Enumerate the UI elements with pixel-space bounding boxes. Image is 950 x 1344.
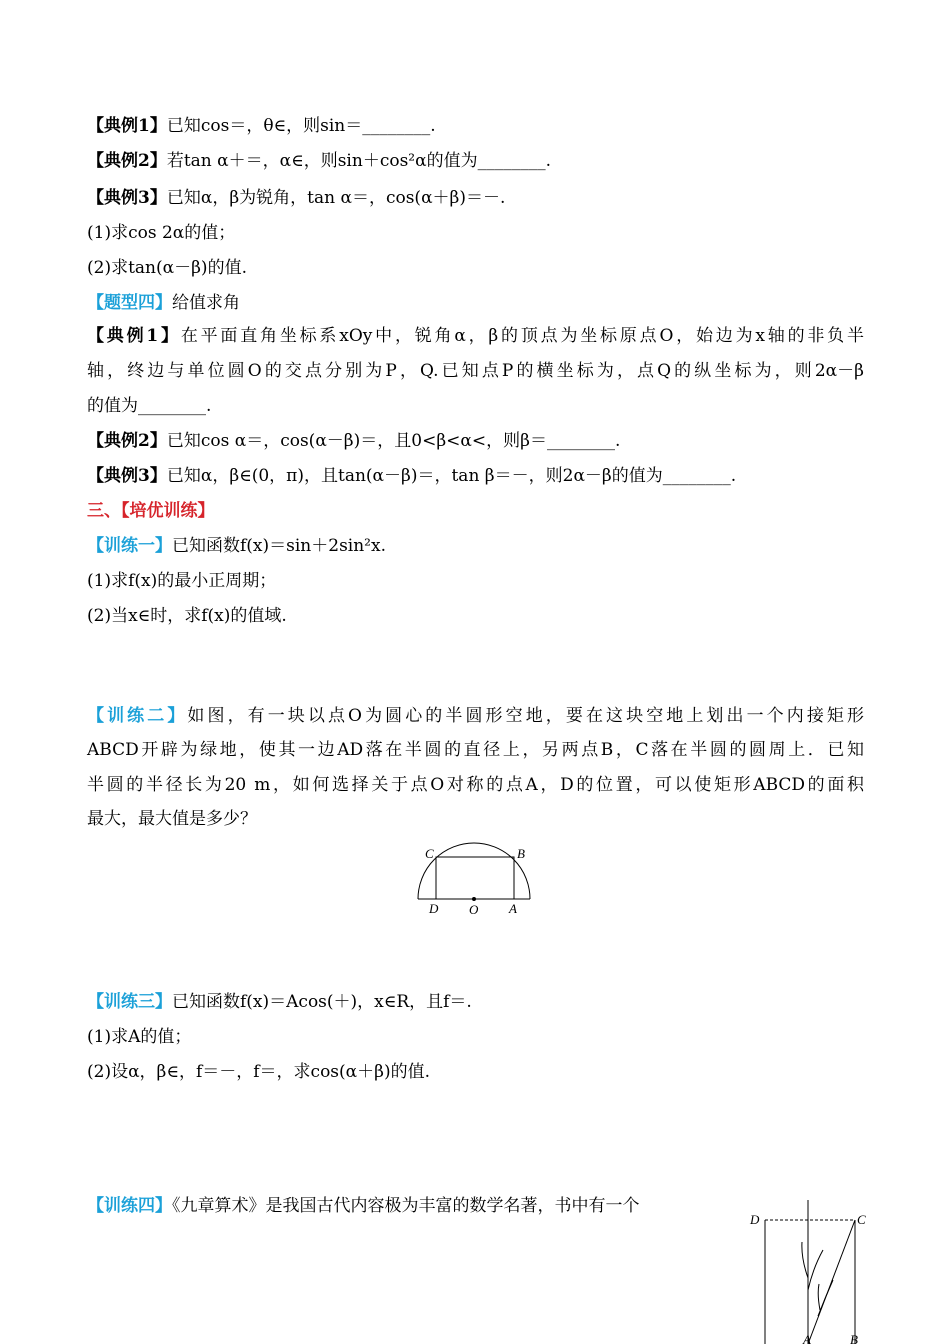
type4-ex3 <box>87 464 736 488</box>
label-O: O <box>469 902 479 917</box>
example-label: 【典例3】 <box>87 466 167 486</box>
example-text: 若tan α＋＝，α∈，则sin＋cos²α的值为________. <box>166 151 551 171</box>
training-3-q1: (1)求A的值； <box>87 1027 192 1047</box>
training-2-line1 <box>87 704 864 728</box>
reed-stem-slanted <box>808 1220 855 1344</box>
label-C: C <box>425 846 434 861</box>
training-2-line3: 半圆的半径长为20 m，如何选择关于点O对称的点A，D的位置，可以使矩形ABCD的面积 <box>87 775 864 795</box>
training-label: 【训练四】 <box>87 1196 172 1216</box>
example-text: 已知α，β∈(0，π)，且tan(α－β)＝，tan β＝－，则2α－β的值为________. <box>166 466 737 486</box>
training-1-q1: (1)求f(x)的最小正周期； <box>87 571 277 591</box>
section3-title: 三、【培优训练】 <box>87 501 215 521</box>
training-label: 【训练一】 <box>87 536 172 556</box>
label-A: A <box>509 901 517 916</box>
label-B: B <box>517 846 525 861</box>
semicircle-rectangle-figure <box>410 840 540 920</box>
label-D: D <box>750 1212 760 1227</box>
example-label: 【典例2】 <box>87 151 167 171</box>
type4-title: 【题型四】 <box>87 293 172 313</box>
label-C: C <box>857 1212 866 1227</box>
training-2-line4: 最大，最大值是多少？ <box>87 809 257 829</box>
type4-ex2 <box>87 429 620 453</box>
label-D: D <box>429 901 439 916</box>
training-4 <box>87 1194 640 1218</box>
training-1 <box>87 534 386 558</box>
label-A: A <box>803 1332 811 1344</box>
type4-ex1-line3: 的值为________. <box>87 396 212 416</box>
reed-leaves <box>802 1242 833 1316</box>
example-1 <box>87 114 436 138</box>
pond-reed-figure <box>745 1198 875 1344</box>
training-1-q2: (2)当x∈时，求f(x)的值域. <box>87 606 287 626</box>
example-3-q1: (1)求cos 2α的值； <box>87 223 236 243</box>
training-3-q2: (2)设α，β∈，f＝－，f＝，求cos(α＋β)的值. <box>87 1062 431 1082</box>
example-2 <box>87 149 551 173</box>
example-label: 【典例1】 <box>87 116 167 136</box>
example-text: 在平面直角坐标系xOy中，锐角α，β的顶点为坐标原点O，始边为x轴的非负半 <box>180 326 864 346</box>
training-label: 【训练二】 <box>87 706 188 726</box>
example-3-q2: (2)求tan(α－β)的值. <box>87 258 247 278</box>
example-label: 【典例3】 <box>87 188 167 208</box>
type4-ex1-line1 <box>87 324 864 348</box>
training-text: 已知函数f(x)＝sin＋2sin²x. <box>172 536 386 556</box>
type4-ex1-line2: 轴，终边与单位圆O的交点分别为P，Q.已知点P的横坐标为，点Q的纵坐标为，则2α－β <box>87 361 864 381</box>
center-point <box>472 897 476 901</box>
example-text: 已知α，β为锐角，tan α＝，cos(α＋β)＝－. <box>166 188 506 208</box>
training-text: 《九章算术》是我国古代内容极为丰富的数学名著，书中有一个 <box>172 1196 640 1216</box>
example-text: 已知cos α＝，cos(α－β)＝，且0<β<α<，则β＝________. <box>166 431 621 451</box>
inscribed-rectangle <box>436 857 514 899</box>
training-2-line2: ABCD开辟为绿地，使其一边AD落在半圆的直径上，另两点B，C落在半圆的圆周上．已知 <box>87 740 864 760</box>
label-B: B <box>850 1332 858 1344</box>
example-3 <box>87 186 505 210</box>
training-text: 已知函数f(x)＝Acos(＋)，x∈R，且f＝. <box>172 992 472 1012</box>
training-3 <box>87 990 472 1014</box>
example-text: 已知cos＝，θ∈，则sin＝________. <box>166 116 436 136</box>
example-label: 【典例2】 <box>87 431 167 451</box>
semicircle-arc <box>418 843 530 899</box>
type4-title-suffix: 给值求角 <box>172 293 240 313</box>
example-label: 【典例1】 <box>87 326 181 346</box>
training-text: 如图，有一块以点O为圆心的半圆形空地，要在这块空地上划出一个内接矩形 <box>187 706 865 726</box>
type4-heading <box>87 291 240 315</box>
training-label: 【训练三】 <box>87 992 172 1012</box>
